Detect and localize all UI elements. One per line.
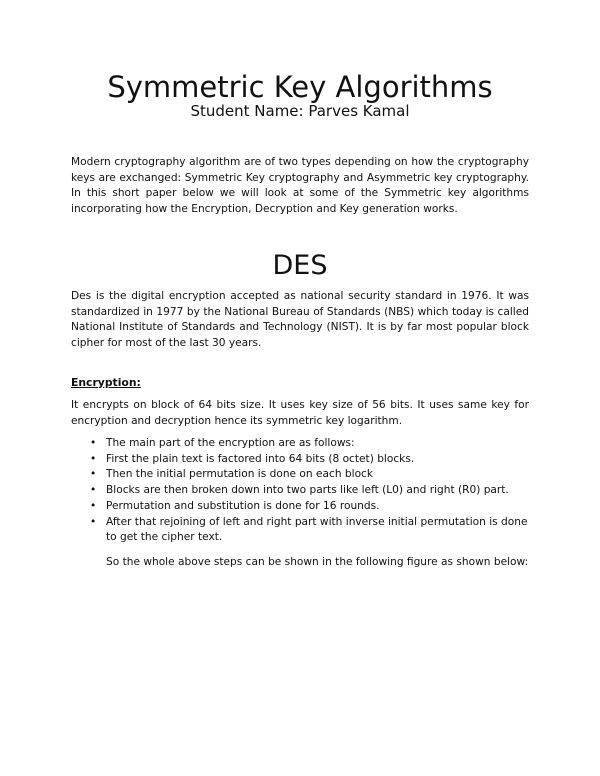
encryption-steps-list [71, 436, 529, 546]
list-item-text: Permutation and substitution is done for 16 rounds. [106, 499, 380, 512]
list-item-text: The main part of the encryption are as follows: [106, 437, 355, 449]
list-item [71, 452, 529, 468]
list-item [71, 483, 529, 499]
bullet-icon: • [90, 452, 97, 465]
figure-note: So the whole above steps can be shown in the following figure as shown below: [106, 556, 529, 568]
intro-paragraph: Modern cryptography algorithm are of two types depending on how the cryptography keys are exchanged: Symmetric Key cryptography and Asymmetric key cryptography. In this short paper below we will look at some of the Symmetric key algorithms incorporating how the Encryption, Decryption and Key generation works. [71, 156, 529, 216]
bullet-icon: • [90, 484, 97, 497]
document-title: Symmetric Key Algorithms [107, 70, 493, 104]
bullet-icon: • [90, 468, 97, 481]
list-item [71, 467, 529, 483]
list-item-text: Then the initial permutation is done on each block [106, 468, 374, 481]
bullet-icon: • [90, 515, 97, 528]
list-item [71, 515, 529, 546]
list-item [71, 436, 529, 452]
list-item [71, 499, 529, 515]
student-name: Student Name: Parves Kamal [190, 102, 410, 120]
des-paragraph: Des is the digital encryption accepted as national security standard in 1976. It was standardized in 1977 by the National Bureau of Standards (NBS) which today is called National Institute of Standards and Technology (NIST). It is by far most popular block cipher for most of the last 30 years. [71, 290, 529, 350]
bullet-icon: • [90, 437, 97, 449]
list-item-text: First the plain text is factored into 64 bits (8 octet) blocks. [106, 452, 415, 465]
bullet-icon: • [90, 499, 97, 512]
list-item-text: Blocks are then broken down into two parts like left (L0) and right (R0) part. [106, 484, 509, 497]
encryption-heading: Encryption: [71, 376, 141, 389]
encryption-paragraph: It encrypts on block of 64 bits size. It uses key size of 56 bits. It uses same key for encryption and decryption hence its symmetric key logarithm. [71, 399, 529, 427]
des-heading: DES [272, 250, 328, 281]
list-item-text: After that rejoining of left and right part with inverse initial permutation is done to get the cipher text. [106, 515, 528, 544]
